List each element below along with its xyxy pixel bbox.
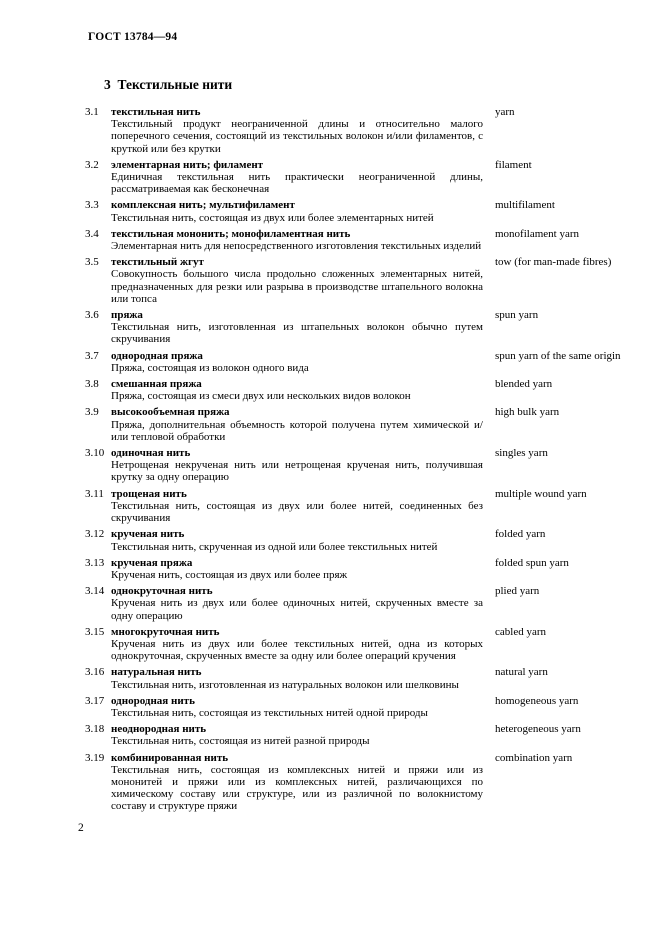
term-definition: Крученая нить из двух или более одиночных нитей, скрученных вместе за одну операцию — [111, 597, 483, 622]
section-title: 3 Текстильные нити — [104, 77, 233, 92]
term-definition: Текстильная нить, изготовленная из натуральных волокон или шелковины — [111, 678, 459, 691]
term-entry — [85, 723, 647, 747]
term-number: 3.13 — [85, 556, 105, 569]
term-entry — [85, 585, 647, 622]
term-definition: Пряжа, состоящая из волокон одного вида — [111, 361, 309, 374]
term-body — [111, 695, 495, 719]
term-definition: Текстильный продукт неограниченной длины и относительно малого поперечного сечения, состоящий из текстильных волокон и/или филаментов, с круткой или без крутки — [111, 118, 483, 155]
term-definition: Текстильная нить, состоящая из двух или более элементарных нитей — [111, 211, 434, 224]
term-definition: Крученая нить, состоящая из двух или более пряж — [111, 568, 348, 581]
term-number: 3.3 — [85, 199, 99, 212]
term-number: 3.19 — [85, 751, 105, 764]
term-definition: Текстильная нить, состоящая из текстильных нитей одной природы — [111, 706, 428, 719]
term-body — [111, 723, 495, 747]
term-body — [111, 309, 495, 346]
term-body — [111, 528, 495, 552]
term-name: крученая пряжа — [111, 556, 193, 569]
term-definition: Текстильная нить, скрученная из одной или более текстильных нитей — [111, 540, 438, 553]
term-entry — [85, 378, 647, 402]
term-entry — [85, 350, 647, 374]
term-definition: Текстильная нить, изготовленная из штапельных волокон обычно путем скручивания — [111, 321, 483, 346]
term-entry — [85, 752, 647, 813]
term-definition: Текстильная нить, состоящая из нитей разной природы — [111, 735, 370, 748]
term-number: 3.12 — [85, 528, 105, 541]
term-english-equivalent: spun yarn of the same origin — [495, 349, 621, 362]
term-definition: Пряжа, состоящая из смеси двух или нескольких видов волокон — [111, 390, 411, 403]
term-name: комбинированная нить — [111, 751, 229, 764]
term-definition: Крученая нить из двух или более текстильных нитей, одна из которых однокруточная, скрученных вместе за одну или более операций кручения — [111, 637, 483, 663]
term-english-equivalent: filament — [495, 158, 532, 171]
term-number: 3.2 — [85, 158, 99, 171]
term-number: 3.7 — [85, 349, 99, 362]
term-name: натуральная нить — [111, 666, 202, 679]
term-name: смешанная пряжа — [111, 378, 202, 391]
term-english-equivalent: natural yarn — [495, 666, 548, 679]
term-number: 3.5 — [85, 256, 99, 269]
term-name: неоднородная нить — [111, 723, 207, 736]
term-english-equivalent: blended yarn — [495, 378, 553, 391]
term-english-equivalent: heterogeneous yarn — [495, 723, 581, 736]
term-english-equivalent: high bulk yarn — [495, 406, 560, 419]
page-number: 2 — [78, 822, 84, 834]
term-definition: Текстильная нить, состоящая из двух или более нитей, соединенных без скручивания — [111, 499, 483, 525]
term-body — [111, 557, 495, 581]
term-name: высокообъемная пряжа — [111, 406, 230, 419]
term-body — [111, 256, 495, 305]
term-english-equivalent: spun yarn — [495, 309, 539, 322]
term-body — [111, 406, 495, 443]
term-entry — [85, 626, 647, 663]
term-name: однокруточная нить — [111, 585, 213, 598]
term-number: 3.1 — [85, 106, 99, 118]
term-english-equivalent: multifilament — [495, 199, 555, 212]
term-entry — [85, 309, 647, 346]
term-entry — [85, 159, 647, 196]
term-number: 3.10 — [85, 447, 105, 460]
term-body — [111, 447, 495, 484]
document-header: ГОСТ 13784—94 — [88, 31, 178, 43]
term-english-equivalent: monofilament yarn — [495, 227, 580, 240]
term-entry — [85, 666, 647, 690]
term-body — [111, 228, 495, 252]
term-name: однородная пряжа — [111, 349, 203, 362]
term-english-equivalent: plied yarn — [495, 585, 540, 598]
term-entry — [85, 228, 647, 252]
term-english-equivalent: tow (for man-made fibres) — [495, 256, 612, 269]
term-definition: Текстильная нить, состоящая из комплексных нитей и пряжи или из мононитей и пряжи или из комплексных нитей, различающихся по химическому составу или структуре, или из различной по волокнистому составу и структуре пряжи — [111, 763, 483, 813]
term-number: 3.11 — [85, 487, 104, 500]
term-body — [111, 585, 495, 622]
term-number: 3.17 — [85, 694, 105, 707]
term-name: крученая нить — [111, 528, 185, 541]
term-body — [111, 666, 495, 690]
term-english-equivalent: yarn — [495, 106, 515, 118]
term-number: 3.14 — [85, 585, 105, 598]
term-name: элементарная нить; филамент — [111, 158, 264, 171]
term-entry — [85, 447, 647, 484]
term-body — [111, 752, 495, 813]
term-number: 3.18 — [85, 723, 105, 736]
term-entry — [85, 528, 647, 552]
term-entry — [85, 256, 647, 305]
term-body — [111, 378, 495, 402]
term-definition: Нетрощеная некрученая нить или нетрощеная крученая нить, получившая крутку за одну операцию — [111, 459, 483, 484]
term-body — [111, 626, 495, 663]
term-number: 3.9 — [85, 406, 99, 419]
term-definition: Пряжа, дополнительная объемность которой получена путем химической и/или тепловой обработки — [111, 418, 483, 443]
terms-list — [85, 106, 647, 817]
term-entry — [85, 488, 647, 525]
term-body — [111, 199, 495, 223]
term-body — [111, 350, 495, 374]
term-name: текстильный жгут — [111, 256, 204, 269]
term-english-equivalent: homogeneous yarn — [495, 694, 579, 707]
term-name: одиночная нить — [111, 447, 191, 460]
term-name: трощеная нить — [111, 487, 187, 500]
term-entry — [85, 106, 647, 155]
term-definition: Совокупность большого числа продольно сложенных элементарных нитей, предназначенных для резки или разрыва в производстве штапельного волокна или топса — [111, 268, 483, 305]
term-number: 3.8 — [85, 378, 99, 391]
term-name: пряжа — [111, 309, 143, 322]
term-name: текстильная нить — [111, 106, 201, 118]
term-entry — [85, 406, 647, 443]
term-definition: Единичная текстильная нить практически неограниченной длины, рассматриваемая как бесконечная — [111, 171, 483, 196]
term-entry — [85, 695, 647, 719]
term-entry — [85, 199, 647, 223]
term-body — [111, 488, 495, 525]
term-name: однородная нить — [111, 694, 195, 707]
term-english-equivalent: cabled yarn — [495, 625, 546, 638]
term-english-equivalent: singles yarn — [495, 447, 548, 460]
term-english-equivalent: multiple wound yarn — [495, 487, 587, 500]
term-number: 3.16 — [85, 666, 105, 679]
term-english-equivalent: combination yarn — [495, 751, 573, 764]
term-number: 3.15 — [85, 625, 105, 638]
term-definition: Элементарная нить для непосредственного изготовления текстильных изделий — [111, 240, 482, 253]
term-english-equivalent: folded yarn — [495, 528, 546, 541]
term-number: 3.4 — [85, 227, 99, 240]
term-english-equivalent: folded spun yarn — [495, 556, 569, 569]
term-body — [111, 106, 495, 155]
term-body — [111, 159, 495, 196]
term-name: комплексная нить; мультифиламент — [111, 199, 295, 212]
term-name: текстильная мононить; монофиламентная нить — [111, 227, 351, 240]
term-name: многокруточная нить — [111, 625, 220, 638]
term-number: 3.6 — [85, 309, 99, 322]
term-entry — [85, 557, 647, 581]
